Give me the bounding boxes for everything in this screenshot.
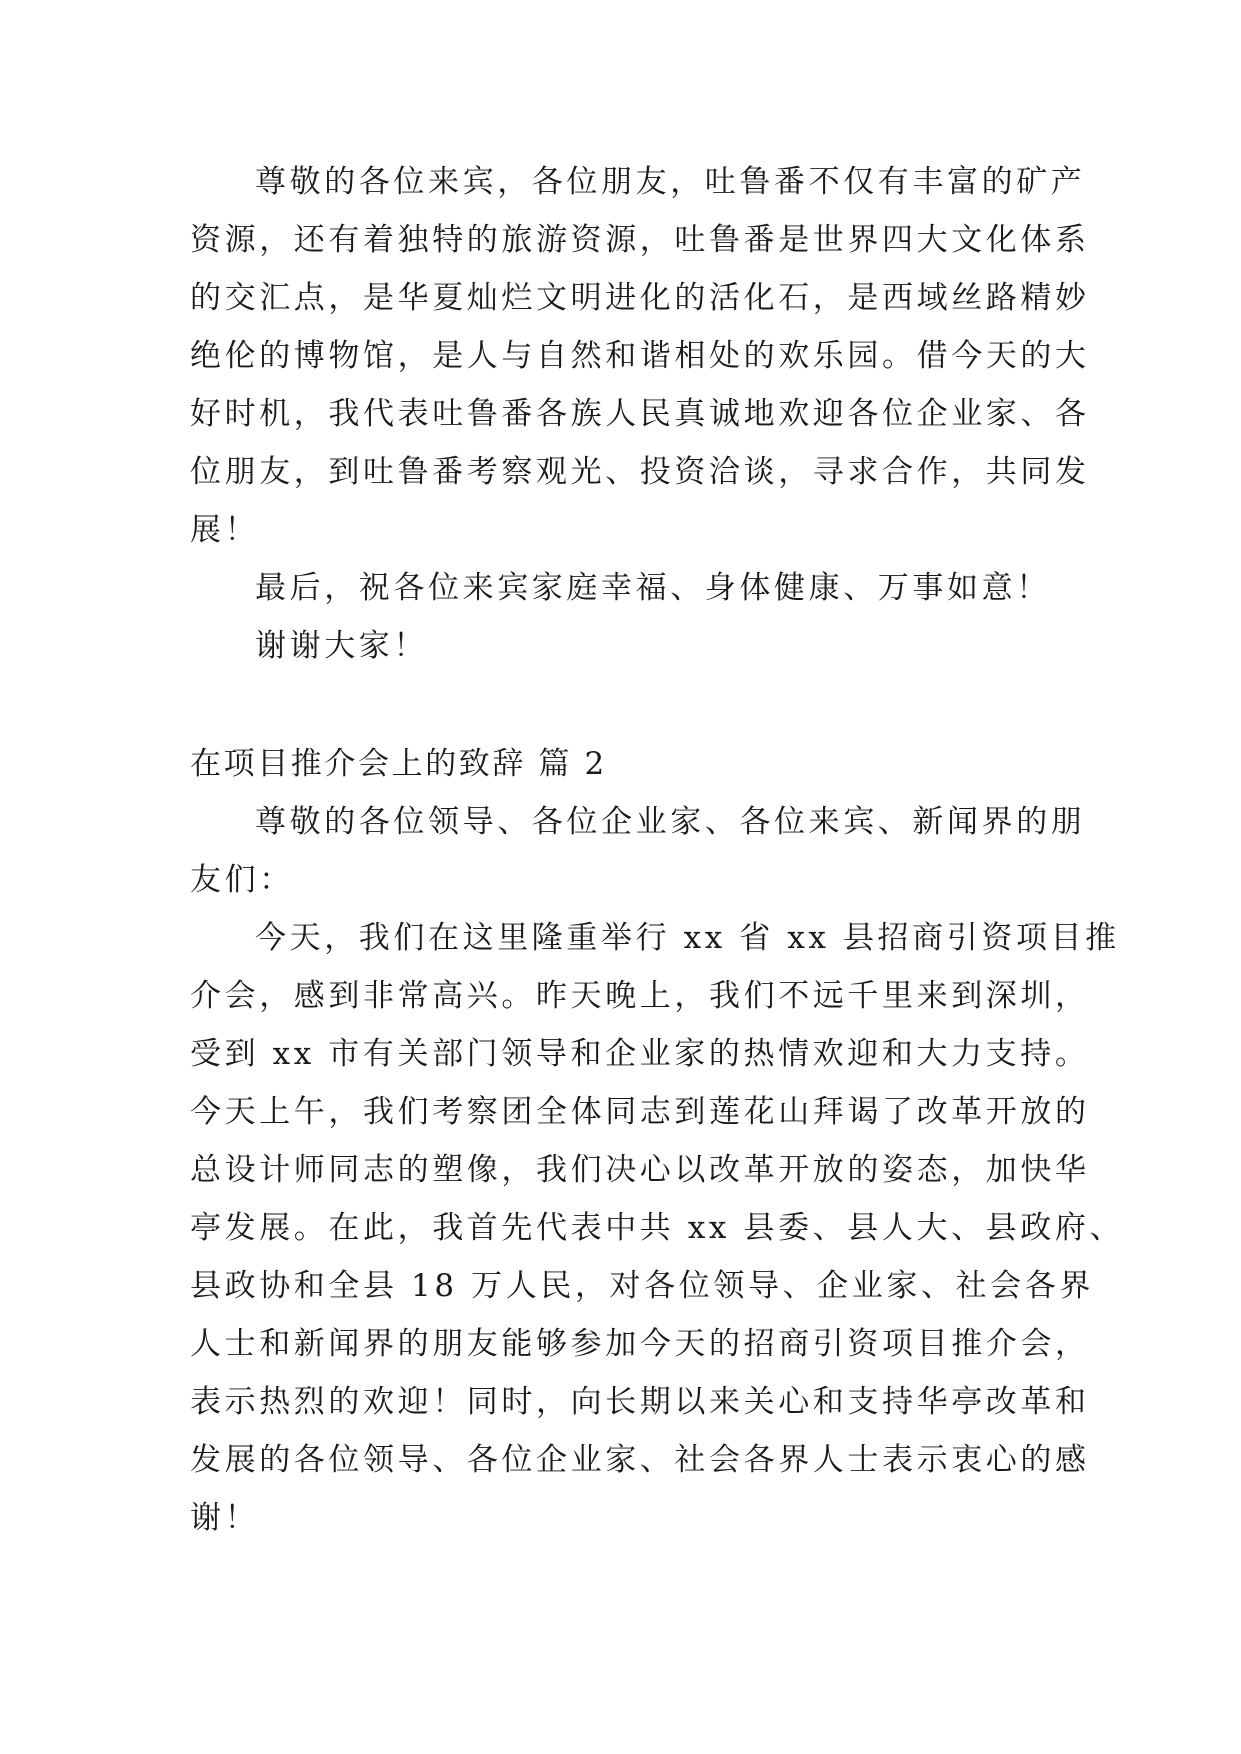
paragraph-line: 今天上午，我们考察团全体同志到莲花山拜谒了改革开放的 (190, 1094, 1090, 1130)
paragraph-line: 绝伦的博物馆，是人与自然和谐相处的欢乐园。借今天的大 (190, 338, 1090, 374)
paragraph-line: 人士和新闻界的朋友能够参加今天的招商引资项目推介会， (190, 1326, 1090, 1362)
paragraph-line: 的交汇点，是华夏灿烂文明进化的活化石，是西域丝路精妙 (190, 280, 1090, 316)
salutation-line: 友们： (190, 862, 294, 898)
paragraph-line: 总设计师同志的塑像，我们决心以改革开放的姿态，加快华 (190, 1152, 1090, 1188)
paragraph-line: 介会，感到非常高兴。昨天晚上，我们不远千里来到深圳， (190, 978, 1090, 1014)
thanks-line: 谢谢大家！ (255, 628, 428, 664)
paragraph-line: 谢！ (190, 1500, 260, 1536)
paragraph-line: 好时机，我代表吐鲁番各族人民真诚地欢迎各位企业家、各 (190, 396, 1090, 432)
paragraph-line: 位朋友，到吐鲁番考察观光、投资洽谈，寻求合作，共同发 (190, 454, 1090, 490)
closing-wishes: 最后，祝各位来宾家庭幸福、身体健康、万事如意！ (255, 570, 1051, 606)
paragraph-line: 资源，还有着独特的旅游资源，吐鲁番是世界四大文化体系 (190, 222, 1090, 258)
salutation-line: 尊敬的各位领导、各位企业家、各位来宾、新闻界的朋 (255, 804, 1086, 840)
paragraph-line: 今天，我们在这里隆重举行 xx 省 xx 县招商引资项目推 (255, 920, 1120, 956)
paragraph-line: 发展的各位领导、各位企业家、社会各界人士表示衷心的感 (190, 1442, 1090, 1478)
paragraph-line: 尊敬的各位来宾，各位朋友，吐鲁番不仅有丰富的矿产 (255, 164, 1086, 200)
paragraph-line: 受到 xx 市有关部门领导和企业家的热情欢迎和大力支持。 (190, 1036, 1090, 1072)
paragraph-line: 亭发展。在此，我首先代表中共 xx 县委、县人大、县政府、 (190, 1210, 1125, 1246)
section-heading: 在项目推介会上的致辞 篇 2 (190, 746, 607, 782)
paragraph-line: 表示热烈的欢迎！同时，向长期以来关心和支持华亭改革和 (190, 1384, 1090, 1420)
paragraph-line: 县政协和全县 18 万人民，对各位领导、企业家、社会各界 (190, 1268, 1094, 1304)
paragraph-line: 展！ (190, 512, 260, 548)
